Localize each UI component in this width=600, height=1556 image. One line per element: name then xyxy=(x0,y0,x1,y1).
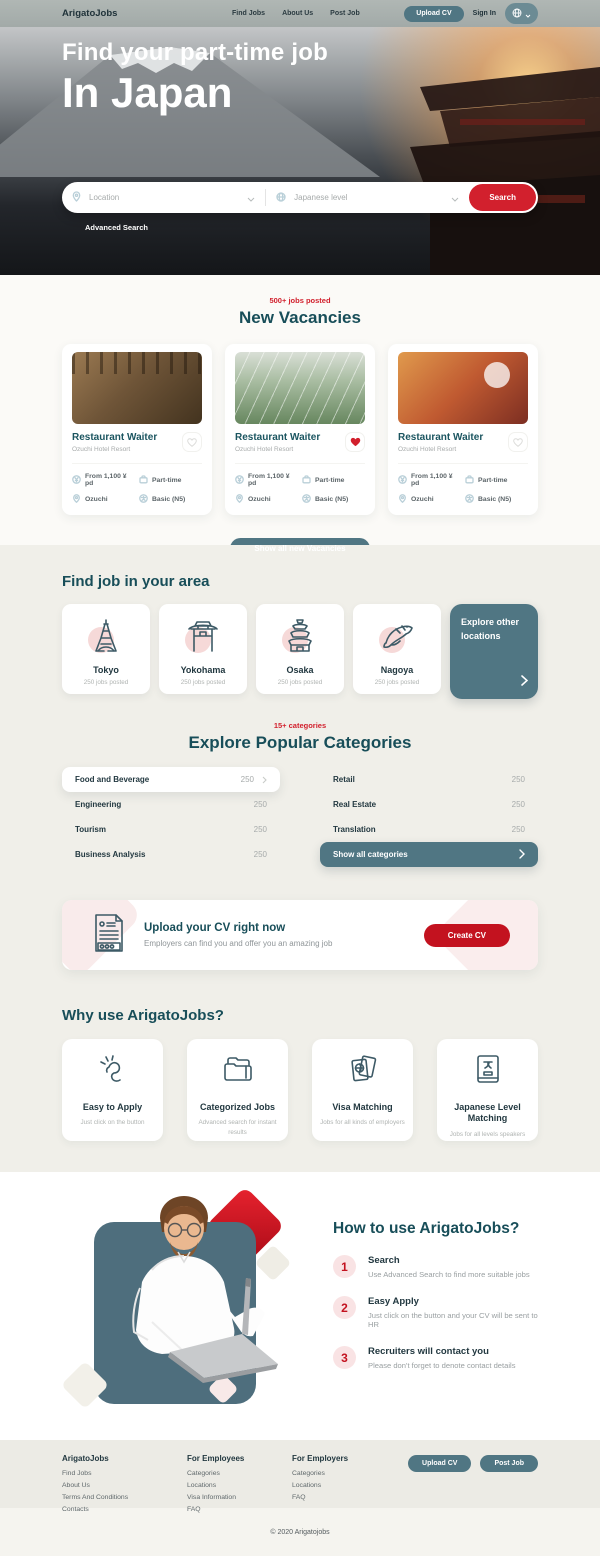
vacancy-image xyxy=(398,352,528,424)
category-count: 250 xyxy=(253,800,267,809)
vacancy-company: Ozuchi Hotel Resort xyxy=(235,446,294,453)
how-to-illustration xyxy=(62,1190,302,1420)
why-card-visa[interactable] xyxy=(312,1039,413,1141)
category-name: Real Estate xyxy=(333,800,377,809)
category-row[interactable] xyxy=(62,767,280,792)
why-card-title: Categorized Jobs xyxy=(199,1102,275,1112)
vacancy-image xyxy=(235,352,365,424)
location-field[interactable] xyxy=(62,182,265,213)
vacancy-level: Basic (N5) xyxy=(315,496,349,503)
how-step-1 xyxy=(333,1255,543,1279)
globe-icon xyxy=(512,6,522,21)
favorite-button[interactable] xyxy=(508,432,528,452)
hero-title-line2: In Japan xyxy=(62,69,233,116)
vacancy-title: Restaurant Waiter xyxy=(398,432,484,443)
cv-banner-subtitle: Employers can find you and offer you an amazing job xyxy=(144,939,333,948)
vacancy-title: Restaurant Waiter xyxy=(72,432,158,443)
nav-about-us[interactable]: About Us xyxy=(282,10,314,17)
step-description: Please don't forget to denote contact details xyxy=(368,1361,516,1370)
category-name: Retail xyxy=(333,775,355,784)
step-number: 1 xyxy=(333,1255,356,1278)
step-description: Just click on the button and your CV will be sent to HR xyxy=(368,1311,538,1329)
create-cv-button[interactable]: Create CV xyxy=(424,924,510,947)
step-title: Search xyxy=(368,1255,400,1266)
header-actions xyxy=(404,3,538,24)
cv-document-icon xyxy=(92,913,126,958)
footer-link-visa-info[interactable]: Visa Information xyxy=(187,1494,236,1501)
why-title: Why use ArigatoJobs? xyxy=(62,1007,224,1024)
footer-link-faq[interactable]: FAQ xyxy=(187,1506,201,1513)
pagoda-illustration xyxy=(370,27,600,275)
cv-banner-section xyxy=(0,890,600,995)
explore-other-locations-card[interactable] xyxy=(450,604,538,699)
vacancies-title: New Vacancies xyxy=(239,308,361,327)
why-card-title: Japanese Level Matching xyxy=(454,1102,521,1124)
osaka-castle-icon xyxy=(283,617,317,660)
hero-title-line1: Find your part-time job xyxy=(62,39,328,66)
location-input[interactable] xyxy=(87,192,241,203)
areas-title: Find job in your area xyxy=(62,573,210,590)
step-number: 3 xyxy=(333,1346,356,1369)
vacancy-salary: From 1,100 ¥ pd xyxy=(85,473,127,487)
why-card-categorized[interactable] xyxy=(187,1039,288,1141)
why-card-level[interactable] xyxy=(437,1039,538,1141)
language-selector[interactable] xyxy=(505,3,538,24)
vacancy-type: Part-time xyxy=(478,476,508,484)
why-section xyxy=(0,995,600,1172)
vacancy-location: Ozuchi xyxy=(248,496,271,503)
chevron-right-icon xyxy=(519,846,525,864)
folders-icon xyxy=(220,1053,256,1092)
cv-banner-title: Upload your CV right now xyxy=(144,922,286,934)
footer-column-title: For Employers xyxy=(292,1454,349,1463)
main-nav xyxy=(232,10,360,17)
footer-bottom-bar xyxy=(0,1508,600,1556)
step-description: Use Advanced Search to find more suitable jobs xyxy=(368,1270,530,1279)
category-count: 250 xyxy=(253,825,267,834)
footer-link-terms[interactable]: Terms And Conditions xyxy=(62,1494,129,1501)
how-step-2 xyxy=(333,1296,543,1329)
logo[interactable]: ArigatoJobs xyxy=(62,8,118,19)
vacancy-type: Part-time xyxy=(152,476,182,484)
hero-section xyxy=(0,27,600,275)
favorite-button-active[interactable] xyxy=(345,432,365,452)
category-row[interactable] xyxy=(62,817,280,842)
area-card-osaka[interactable] xyxy=(256,604,344,694)
area-jobs-posted: 250 jobs posted xyxy=(83,678,129,686)
advanced-search-link[interactable]: Advanced Search xyxy=(85,223,148,232)
category-count: 250 xyxy=(511,800,525,809)
category-row[interactable] xyxy=(320,767,538,792)
new-vacancies-section xyxy=(0,275,600,553)
categories-badge: 15+ categories xyxy=(273,721,327,730)
area-name: Yokohama xyxy=(180,664,226,675)
why-card-easy-apply[interactable] xyxy=(62,1039,163,1141)
area-name: Osaka xyxy=(286,664,314,675)
area-jobs-posted: 250 jobs posted xyxy=(374,678,420,686)
why-card-subtitle: Advanced search for instant results xyxy=(198,1119,277,1136)
footer-link-categories[interactable]: Categories xyxy=(292,1470,325,1477)
how-step-3 xyxy=(333,1346,543,1370)
vacancies-badge: 500+ jobs posted xyxy=(269,296,331,305)
category-count: 250 xyxy=(253,850,267,859)
category-name: Business Analysis xyxy=(75,850,146,859)
footer-logo: ArigatoJobs xyxy=(62,1454,109,1463)
man-with-laptop-photo xyxy=(82,1192,282,1412)
area-jobs-posted: 250 jobs posted xyxy=(277,678,323,686)
location-pin-icon xyxy=(235,494,244,505)
vacancy-card[interactable] xyxy=(388,344,538,515)
category-count: 250 xyxy=(240,775,254,784)
category-count: 250 xyxy=(511,825,525,834)
category-name: Engineering xyxy=(75,800,122,809)
nav-post-job[interactable]: Post Job xyxy=(330,10,360,17)
level-book-icon xyxy=(471,1053,505,1092)
footer-link-find-jobs[interactable]: Find Jobs xyxy=(62,1470,92,1477)
vacancy-type: Part-time xyxy=(315,476,345,484)
footer-column-arigatojobs xyxy=(62,1454,187,1513)
show-all-vacancies-button[interactable]: Show all new Vacancies xyxy=(230,538,369,559)
category-name: Food and Beverage xyxy=(75,775,150,784)
sign-in-link[interactable]: Sign In xyxy=(472,10,496,17)
how-to-title: How to use ArigatoJobs? xyxy=(333,1220,520,1237)
vacancy-location: Ozuchi xyxy=(411,496,434,503)
categories-title: Explore Popular Categories xyxy=(188,733,412,752)
vacancy-level: Basic (N5) xyxy=(152,496,186,503)
footer-link-categories[interactable]: Categories xyxy=(187,1470,220,1477)
footer-link-about-us[interactable]: About Us xyxy=(62,1482,90,1489)
category-name: Translation xyxy=(333,825,376,834)
why-card-title: Visa Matching xyxy=(332,1102,393,1112)
favorite-button[interactable] xyxy=(182,432,202,452)
area-card-tokyo[interactable] xyxy=(62,604,150,694)
vacancy-company: Ozuchi Hotel Resort xyxy=(72,446,131,453)
hero-title xyxy=(62,39,328,117)
nagoya-fish-icon xyxy=(378,619,416,658)
language-level-icon xyxy=(139,494,148,505)
job-search-bar xyxy=(62,182,538,213)
step-title: Recruiters will contact you xyxy=(368,1346,489,1357)
why-card-subtitle: Just click on the button xyxy=(80,1119,145,1127)
upload-cv-button[interactable]: Upload CV xyxy=(404,6,463,22)
salary-icon xyxy=(398,475,407,486)
briefcase-icon xyxy=(139,475,148,486)
footer-link-faq[interactable]: FAQ xyxy=(292,1494,306,1501)
salary-icon xyxy=(235,475,244,486)
footer-column-employees xyxy=(187,1454,292,1513)
footer-column-title: For Employees xyxy=(187,1454,245,1463)
location-pin-icon xyxy=(72,189,81,207)
vacancy-title: Restaurant Waiter xyxy=(235,432,321,443)
area-card-yokohama[interactable] xyxy=(159,604,247,694)
location-pin-icon xyxy=(72,494,81,505)
vacancy-card[interactable] xyxy=(225,344,375,515)
salary-icon xyxy=(72,475,81,486)
category-row[interactable] xyxy=(320,792,538,817)
yokohama-gate-icon xyxy=(185,617,221,660)
chevron-down-icon xyxy=(247,189,255,207)
footer-link-contacts[interactable]: Contacts xyxy=(62,1506,89,1513)
chevron-down-icon xyxy=(525,6,531,21)
categories-section xyxy=(0,705,600,890)
explore-label: Explore other locations xyxy=(461,617,520,641)
top-header xyxy=(0,0,600,27)
vacancy-salary: From 1,100 ¥ pd xyxy=(248,473,290,487)
search-button[interactable]: Search xyxy=(469,184,536,211)
show-all-categories-button[interactable]: Show all categories xyxy=(320,842,538,867)
category-name: Tourism xyxy=(75,825,106,834)
vacancy-level: Basic (N5) xyxy=(478,496,512,503)
language-globe-icon xyxy=(276,189,286,207)
location-pin-icon xyxy=(398,494,407,505)
japanese-level-input[interactable] xyxy=(292,192,445,203)
why-card-subtitle: Jobs for all kinds of employers xyxy=(320,1119,405,1127)
vacancy-cards xyxy=(62,344,538,515)
chevron-right-icon xyxy=(521,673,528,691)
language-level-icon xyxy=(465,494,474,505)
areas-section xyxy=(0,545,600,705)
language-level-icon xyxy=(302,494,311,505)
vacancy-location: Ozuchi xyxy=(85,496,108,503)
area-card-nagoya[interactable] xyxy=(353,604,441,694)
area-name: Tokyo xyxy=(93,664,119,675)
chevron-down-icon xyxy=(451,189,459,207)
footer-column-employers xyxy=(292,1454,402,1508)
category-row[interactable] xyxy=(62,842,280,867)
category-row[interactable] xyxy=(320,817,538,842)
category-count: 250 xyxy=(511,775,525,784)
cv-banner-card xyxy=(62,900,538,970)
step-title: Easy Apply xyxy=(368,1296,419,1307)
snap-fingers-icon xyxy=(95,1053,131,1092)
footer-link-locations[interactable]: Locations xyxy=(187,1482,217,1489)
chevron-right-icon xyxy=(262,771,267,789)
copyright: © 2020 Arigatojobs xyxy=(270,1528,330,1536)
japanese-level-field[interactable] xyxy=(266,182,469,213)
vacancy-salary: From 1,100 ¥ pd xyxy=(411,473,453,487)
vacancy-image xyxy=(72,352,202,424)
briefcase-icon xyxy=(465,475,474,486)
area-name: Nagoya xyxy=(380,664,414,675)
footer-upload-cv-button[interactable]: Upload CV xyxy=(408,1455,471,1472)
area-jobs-posted: 250 jobs posted xyxy=(180,678,226,686)
nav-find-jobs[interactable]: Find Jobs xyxy=(232,10,266,17)
vacancy-card[interactable] xyxy=(62,344,212,515)
why-card-title: Easy to Apply xyxy=(82,1102,143,1112)
briefcase-icon xyxy=(302,475,311,486)
vacancy-company: Ozuchi Hotel Resort xyxy=(398,446,457,453)
why-card-subtitle: Jobs for all levels speakers xyxy=(449,1130,526,1138)
category-row[interactable] xyxy=(62,792,280,817)
how-to-section xyxy=(0,1172,600,1440)
visa-passport-icon xyxy=(345,1053,381,1092)
footer-link-locations[interactable]: Locations xyxy=(292,1482,322,1489)
footer-post-job-button[interactable]: Post Job xyxy=(480,1455,538,1472)
footer xyxy=(0,1440,600,1513)
tokyo-tower-icon xyxy=(89,617,123,660)
step-number: 2 xyxy=(333,1296,356,1319)
